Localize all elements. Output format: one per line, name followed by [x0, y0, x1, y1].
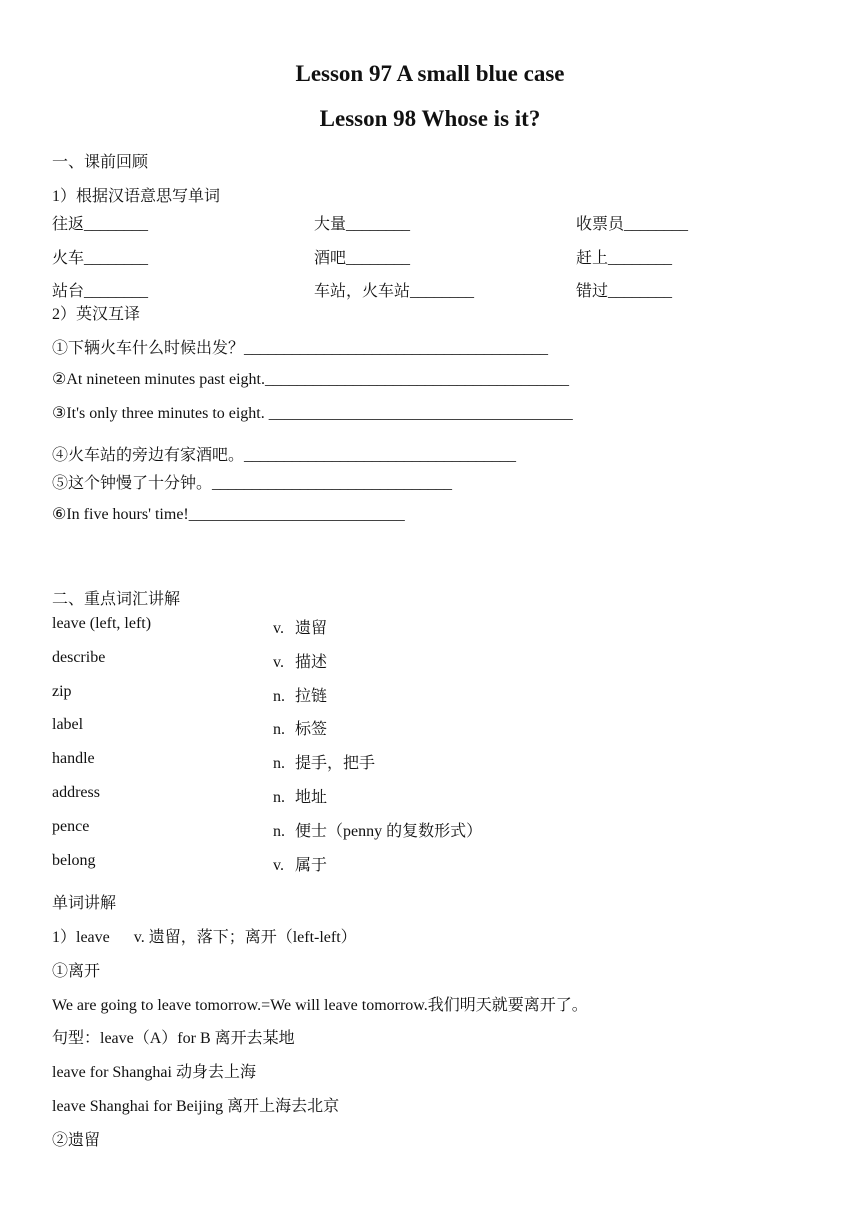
- explanation-line: 句型：leave（A）for B 离开去某地: [52, 1030, 295, 1047]
- explanation-line: ②遗留: [52, 1132, 101, 1149]
- word-blank: 收票员________: [576, 216, 689, 233]
- vocab-pos: n.: [273, 789, 285, 806]
- word-blank: 酒吧________: [314, 250, 411, 267]
- vocab-meaning: 属于: [295, 857, 328, 874]
- explanation-line: 1）leave v. 遗留，落下；离开（left-left）: [52, 929, 357, 946]
- vocab-definition: [273, 683, 327, 706]
- translation-item: ③It's only three minutes to eight. ______________________________________: [52, 405, 573, 422]
- word-blank: 大量________: [314, 216, 411, 233]
- vocab-meaning: 拉链: [295, 688, 328, 705]
- explanation-line: We are going to leave tomorrow.=We will leave tomorrow.我们明天就要离开了。: [52, 997, 588, 1014]
- section-vocab-heading: 二、重点词汇讲解: [52, 591, 181, 608]
- vocab-meaning: 提手，把手: [295, 755, 376, 772]
- explanation-line: ①离开: [52, 963, 101, 980]
- vocab-pos: v.: [273, 654, 284, 671]
- vocab-meaning: 描述: [295, 654, 328, 671]
- vocab-definition: [273, 615, 327, 638]
- vocab-word: handle: [52, 750, 95, 767]
- translation-item: ⑥In five hours' time!___________________________: [52, 506, 405, 523]
- translation-subheading: 2）英汉互译: [52, 306, 141, 323]
- vocab-word: pence: [52, 818, 90, 835]
- lesson-97-title: Lesson 97 A small blue case: [295, 61, 565, 86]
- translation-item: ②At nineteen minutes past eight.______________________________________: [52, 371, 569, 388]
- vocab-pos: v.: [273, 620, 284, 637]
- vocab-pos: v.: [273, 857, 284, 874]
- vocab-pos: n.: [273, 755, 285, 772]
- explanation-line: leave Shanghai for Beijing 离开上海去北京: [52, 1098, 340, 1115]
- vocab-meaning: 便士（penny 的复数形式）: [295, 823, 483, 840]
- lesson-98-title: Lesson 98 Whose is it?: [319, 106, 541, 131]
- vocab-definition: [273, 750, 375, 773]
- vocab-word: zip: [52, 683, 72, 700]
- translation-item: ①下辆火车什么时候出发？______________________________________: [52, 340, 549, 357]
- translation-item: ⑤这个钟慢了十分钟。______________________________: [52, 475, 453, 492]
- word-blank: 站台________: [52, 283, 149, 300]
- word-blank: 车站，火车站________: [314, 283, 475, 300]
- section-review-heading: 一、课前回顾: [52, 154, 149, 171]
- vocab-definition: [273, 818, 482, 841]
- word-writing-subheading: 1）根据汉语意思写单词: [52, 188, 221, 205]
- vocab-pos: n.: [273, 823, 285, 840]
- word-blank: 往返________: [52, 216, 149, 233]
- vocab-definition: [273, 852, 327, 875]
- explanation-line: leave for Shanghai 动身去上海: [52, 1064, 256, 1081]
- vocab-meaning: 遗留: [295, 620, 328, 637]
- vocab-meaning: 地址: [295, 789, 328, 806]
- vocab-definition: [273, 649, 327, 672]
- vocab-definition: [273, 784, 327, 807]
- vocab-pos: n.: [273, 688, 285, 705]
- vocab-word: belong: [52, 852, 96, 869]
- translation-item: ④火车站的旁边有家酒吧。__________________________________: [52, 447, 517, 464]
- word-blank: 赶上________: [576, 250, 673, 267]
- vocab-word: describe: [52, 649, 106, 666]
- word-blank: 错过________: [576, 283, 673, 300]
- vocab-word: label: [52, 716, 84, 733]
- vocab-pos: n.: [273, 721, 285, 738]
- vocab-meaning: 标签: [295, 721, 328, 738]
- vocab-definition: [273, 716, 327, 739]
- vocab-word: leave (left, left): [52, 615, 152, 632]
- word-explanation-heading: 单词讲解: [52, 895, 117, 912]
- vocab-word: address: [52, 784, 100, 801]
- word-blank: 火车________: [52, 250, 149, 267]
